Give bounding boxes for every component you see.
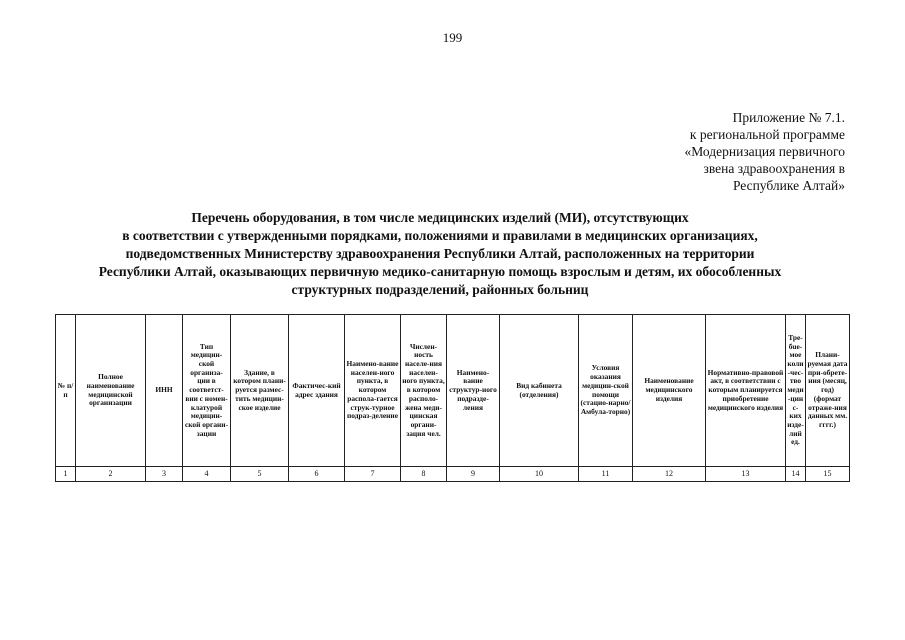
header-cell: Числен-ность населе-ния населен-ного пункта, в котором располо-жена меди-цинская органи-зация чел. — [401, 315, 447, 467]
title-line: Республики Алтай, оказывающих первичную медико-санитарную помощь взрослым и детям, их обособленных — [98, 264, 782, 279]
column-number-cell: 6 — [289, 467, 345, 482]
header-cell: Тип медицин-ской организа-ции в соответст-вии с номен-клатурой медицин-ской органи-зации — [183, 315, 231, 467]
header-cell: № п/ п — [56, 315, 76, 467]
column-number-cell: 7 — [345, 467, 401, 482]
table-header-row — [56, 315, 850, 467]
appendix-line: звена здравоохранения в — [703, 161, 845, 176]
appendix-line: к региональной программе — [689, 127, 845, 142]
column-number-cell: 10 — [500, 467, 579, 482]
column-number-cell: 5 — [231, 467, 289, 482]
header-cell: Нормативно-правовой акт, в соответствии с которым планируется приобретение медицинского изделия — [706, 315, 786, 467]
column-number-cell: 15 — [806, 467, 850, 482]
table-column-number-row — [56, 467, 850, 482]
page-number: 199 — [442, 30, 463, 45]
column-number-cell: 3 — [146, 467, 183, 482]
title-line: в соответствии с утвержденными порядками, положениями и правилами в медицинских организациях, — [122, 228, 758, 243]
header-cell: ИНН — [146, 315, 183, 467]
column-number-cell: 2 — [76, 467, 146, 482]
appendix-line: Приложение № 7.1. — [732, 110, 845, 125]
title-line: структурных подразделений, районных больниц — [291, 282, 589, 297]
column-number-cell: 11 — [579, 467, 633, 482]
title-line: Перечень оборудования, в том числе медицинских изделий (МИ), отсутствующих — [191, 210, 689, 225]
header-cell: Здание, в котором плани-руется размес-тить медицин-ское изделие — [231, 315, 289, 467]
appendix-block — [685, 109, 845, 194]
document-title — [40, 209, 840, 299]
column-number-cell: 13 — [706, 467, 786, 482]
column-number-cell: 12 — [633, 467, 706, 482]
header-cell: Плани-руемая дата при-обрете-ния (месяц, год) (формат отраже-ния данных мм. гггг.) — [806, 315, 850, 467]
header-cell: Тре-бue-мое коли-чес-тво меди-цинс-ких изде-лий ед. — [786, 315, 806, 467]
column-number-cell: 1 — [56, 467, 76, 482]
equipment-table — [55, 314, 850, 482]
column-number-cell: 4 — [183, 467, 231, 482]
appendix-line: Республике Алтай» — [732, 178, 845, 193]
appendix-line: «Модернизация первичного — [684, 144, 845, 159]
header-cell: Наимено-вание структур-ного подразде-ления — [447, 315, 500, 467]
column-number-cell: 8 — [401, 467, 447, 482]
header-cell: Наимено-вание населен-ного пункта, в котором распола-гается струк-турное подраз-деление — [345, 315, 401, 467]
header-cell: Фактичес-кий адрес здания — [289, 315, 345, 467]
column-number-cell: 14 — [786, 467, 806, 482]
column-number-cell: 9 — [447, 467, 500, 482]
header-cell: Условия оказания медицин-ской помощи (стацио-нарно/ Амбула-торно) — [579, 315, 633, 467]
title-line: подведомственных Министерству здравоохранения Республики Алтай, расположенных на территории — [125, 246, 755, 261]
header-cell: Наименование медицинского изделия — [633, 315, 706, 467]
header-cell: Вид кабинета (отделения) — [500, 315, 579, 467]
header-cell: Полное наименование медицинской организации — [76, 315, 146, 467]
